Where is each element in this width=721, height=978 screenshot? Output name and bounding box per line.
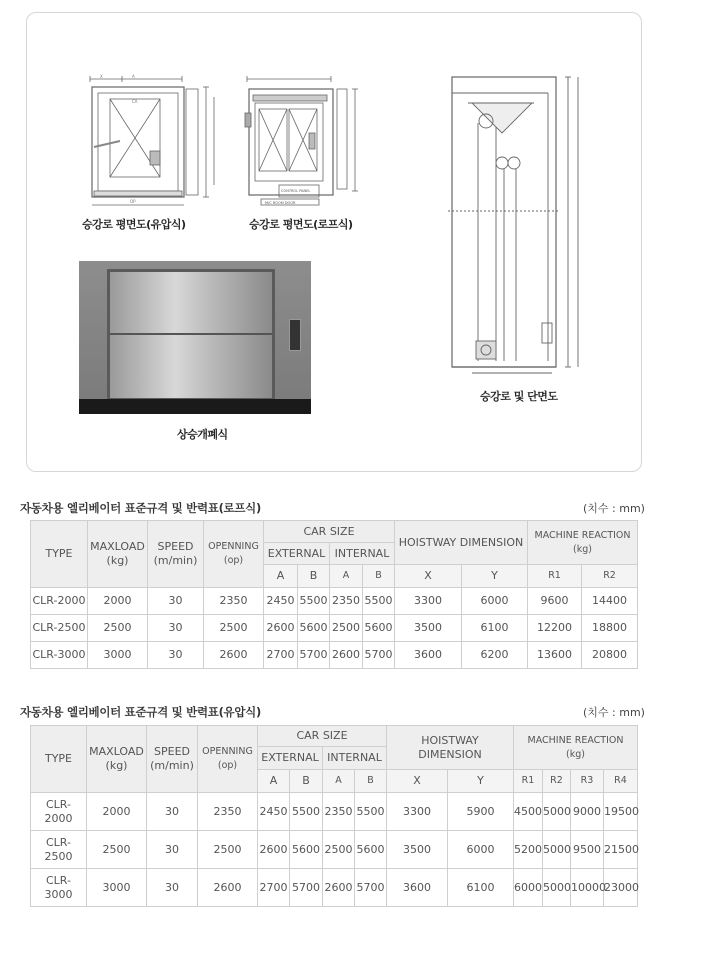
cell-x: 3500 [387,831,448,869]
header-external: EXTERNAL [258,747,323,770]
header-opening: OPENNING (op) [204,521,264,588]
cell-speed: 30 [148,642,204,669]
svg-text:X: X [100,74,103,79]
cell-r3: 9500 [571,831,604,869]
cell-int-b: 5600 [363,615,395,642]
cell-maxload: 2500 [87,831,147,869]
cell-int-a: 2350 [330,588,363,615]
cell-r1: 6000 [514,869,543,907]
door-photo [79,261,311,414]
header-ext-b: B [298,565,330,588]
cell-speed: 30 [147,869,198,907]
cell-int-b: 5500 [363,588,395,615]
cell-x: 3300 [387,793,448,831]
section-drawing [432,73,612,383]
cell-r2: 20800 [582,642,638,669]
cell-ext-a: 2700 [264,642,298,669]
table-row [31,642,638,669]
cell-r2: 18800 [582,615,638,642]
hydraulic-spec-table [30,725,638,907]
header-int-b: B [355,770,387,793]
rope-table-unit: (치수 : mm) [583,502,645,515]
cell-maxload: 2500 [88,615,148,642]
caption-section: 승강로 및 단면도 [480,390,558,403]
rope-spec-table [30,520,638,669]
rope-table-title: 자동차용 엘리베이터 표준규격 및 반력표(로프식) [20,501,261,515]
header-ext-a: A [264,565,298,588]
cell-r2: 14400 [582,588,638,615]
caption-plan-hydraulic: 승강로 평면도(유압식) [82,218,186,231]
cell-r1: 5200 [514,831,543,869]
cell-int-a: 2500 [323,831,355,869]
header-x: X [387,770,448,793]
cell-ext-b: 5700 [298,642,330,669]
diagram-panel [26,12,642,472]
cell-type: CLR-2500 [31,615,88,642]
svg-text:OP: OP [130,199,136,204]
header-x: X [395,565,462,588]
cell-opening: 2500 [204,615,264,642]
cell-ext-a: 2600 [258,831,290,869]
cell-maxload: 2000 [87,793,147,831]
cell-int-a: 2600 [323,869,355,907]
cell-int-a: 2350 [323,793,355,831]
header-int-a: A [330,565,363,588]
header-r3: R3 [571,770,604,793]
cell-r4: 21500 [604,831,638,869]
plan-rope-drawing [239,73,369,213]
cell-maxload: 3000 [88,642,148,669]
header-internal: INTERNAL [323,747,387,770]
cell-y: 6100 [462,615,528,642]
header-int-a: A [323,770,355,793]
table-row [31,793,638,831]
cell-r1: 13600 [528,642,582,669]
cell-r1: 9600 [528,588,582,615]
cell-speed: 30 [148,588,204,615]
header-machine: MACHINE REACTION (kg) [514,726,638,770]
cell-speed: 30 [148,615,204,642]
cell-type: CLR-3000 [31,642,88,669]
header-ext-a: A [258,770,290,793]
cell-int-a: 2500 [330,615,363,642]
cell-opening: 2350 [198,793,258,831]
cell-r1: 12200 [528,615,582,642]
cell-ext-a: 2700 [258,869,290,907]
cell-type: CLR- 3000 [31,869,87,907]
header-y: Y [462,565,528,588]
header-r2: R2 [582,565,638,588]
cell-r2: 5000 [543,831,571,869]
header-machine: MACHINE REACTION (kg) [528,521,638,565]
header-maxload: MAXLOAD (kg) [87,726,147,793]
table-row [31,869,638,907]
header-ext-b: B [290,770,323,793]
cell-opening: 2600 [204,642,264,669]
cell-int-b: 5700 [355,869,387,907]
cell-x: 3300 [395,588,462,615]
cell-int-b: 5500 [355,793,387,831]
header-r1: R1 [528,565,582,588]
cell-type: CLR-2000 [31,588,88,615]
header-speed: SPEED (m/min) [147,726,198,793]
cell-r3: 10000 [571,869,604,907]
cell-int-a: 2600 [330,642,363,669]
table-row [31,615,638,642]
cell-type: CLR- 2500 [31,831,87,869]
cell-type: CLR- 2000 [31,793,87,831]
cell-r4: 19500 [604,793,638,831]
cell-r3: 9000 [571,793,604,831]
cell-ext-a: 2600 [264,615,298,642]
hydraulic-table-title: 자동차용 엘리베이터 표준규격 및 반력표(유압식) [20,705,261,719]
svg-text:CA: CA [132,99,138,104]
header-car-size: CAR SIZE [264,521,395,543]
cell-y: 6000 [448,831,514,869]
header-int-b: B [363,565,395,588]
header-hoistway: HOISTWAY DIMENSION [387,726,514,770]
cell-ext-b: 5500 [298,588,330,615]
cell-maxload: 3000 [87,869,147,907]
cell-maxload: 2000 [88,588,148,615]
header-r1: R1 [514,770,543,793]
cell-y: 5900 [448,793,514,831]
cell-speed: 30 [147,793,198,831]
cell-ext-b: 5600 [298,615,330,642]
header-maxload: MAXLOAD (kg) [88,521,148,588]
svg-text:A: A [132,74,135,79]
cell-y: 6100 [448,869,514,907]
header-r4: R4 [604,770,638,793]
cell-int-b: 5600 [355,831,387,869]
caption-plan-rope: 승강로 평면도(로프식) [249,218,353,231]
cell-y: 6000 [462,588,528,615]
cell-r2: 5000 [543,869,571,907]
cell-opening: 2500 [198,831,258,869]
header-y: Y [448,770,514,793]
cell-x: 3600 [395,642,462,669]
header-external: EXTERNAL [264,543,330,565]
cell-r4: 23000 [604,869,638,907]
cell-opening: 2350 [204,588,264,615]
header-type: TYPE [31,726,87,793]
cell-opening: 2600 [198,869,258,907]
hydraulic-table-unit: (치수 : mm) [583,706,645,719]
cell-x: 3500 [395,615,462,642]
header-opening: OPENNING (op) [198,726,258,793]
cell-int-b: 5700 [363,642,395,669]
cell-ext-a: 2450 [258,793,290,831]
cell-ext-a: 2450 [264,588,298,615]
plan-hydraulic-drawing [82,73,227,213]
header-r2: R2 [543,770,571,793]
header-speed: SPEED (m/min) [148,521,204,588]
header-type: TYPE [31,521,88,588]
caption-door: 상승개폐식 [177,428,228,441]
cell-ext-b: 5600 [290,831,323,869]
cell-ext-b: 5500 [290,793,323,831]
cell-speed: 30 [147,831,198,869]
cell-y: 6200 [462,642,528,669]
cell-r1: 4500 [514,793,543,831]
table-row [31,831,638,869]
machine-room-door-label: M/C ROOM DOOR [265,201,296,205]
table-row [31,588,638,615]
header-car-size: CAR SIZE [258,726,387,747]
header-internal: INTERNAL [330,543,395,565]
control-panel-label: CONTROL PANEL [281,189,311,193]
cell-ext-b: 5700 [290,869,323,907]
cell-r2: 5000 [543,793,571,831]
header-hoistway: HOISTWAY DIMENSION [395,521,528,565]
cell-x: 3600 [387,869,448,907]
